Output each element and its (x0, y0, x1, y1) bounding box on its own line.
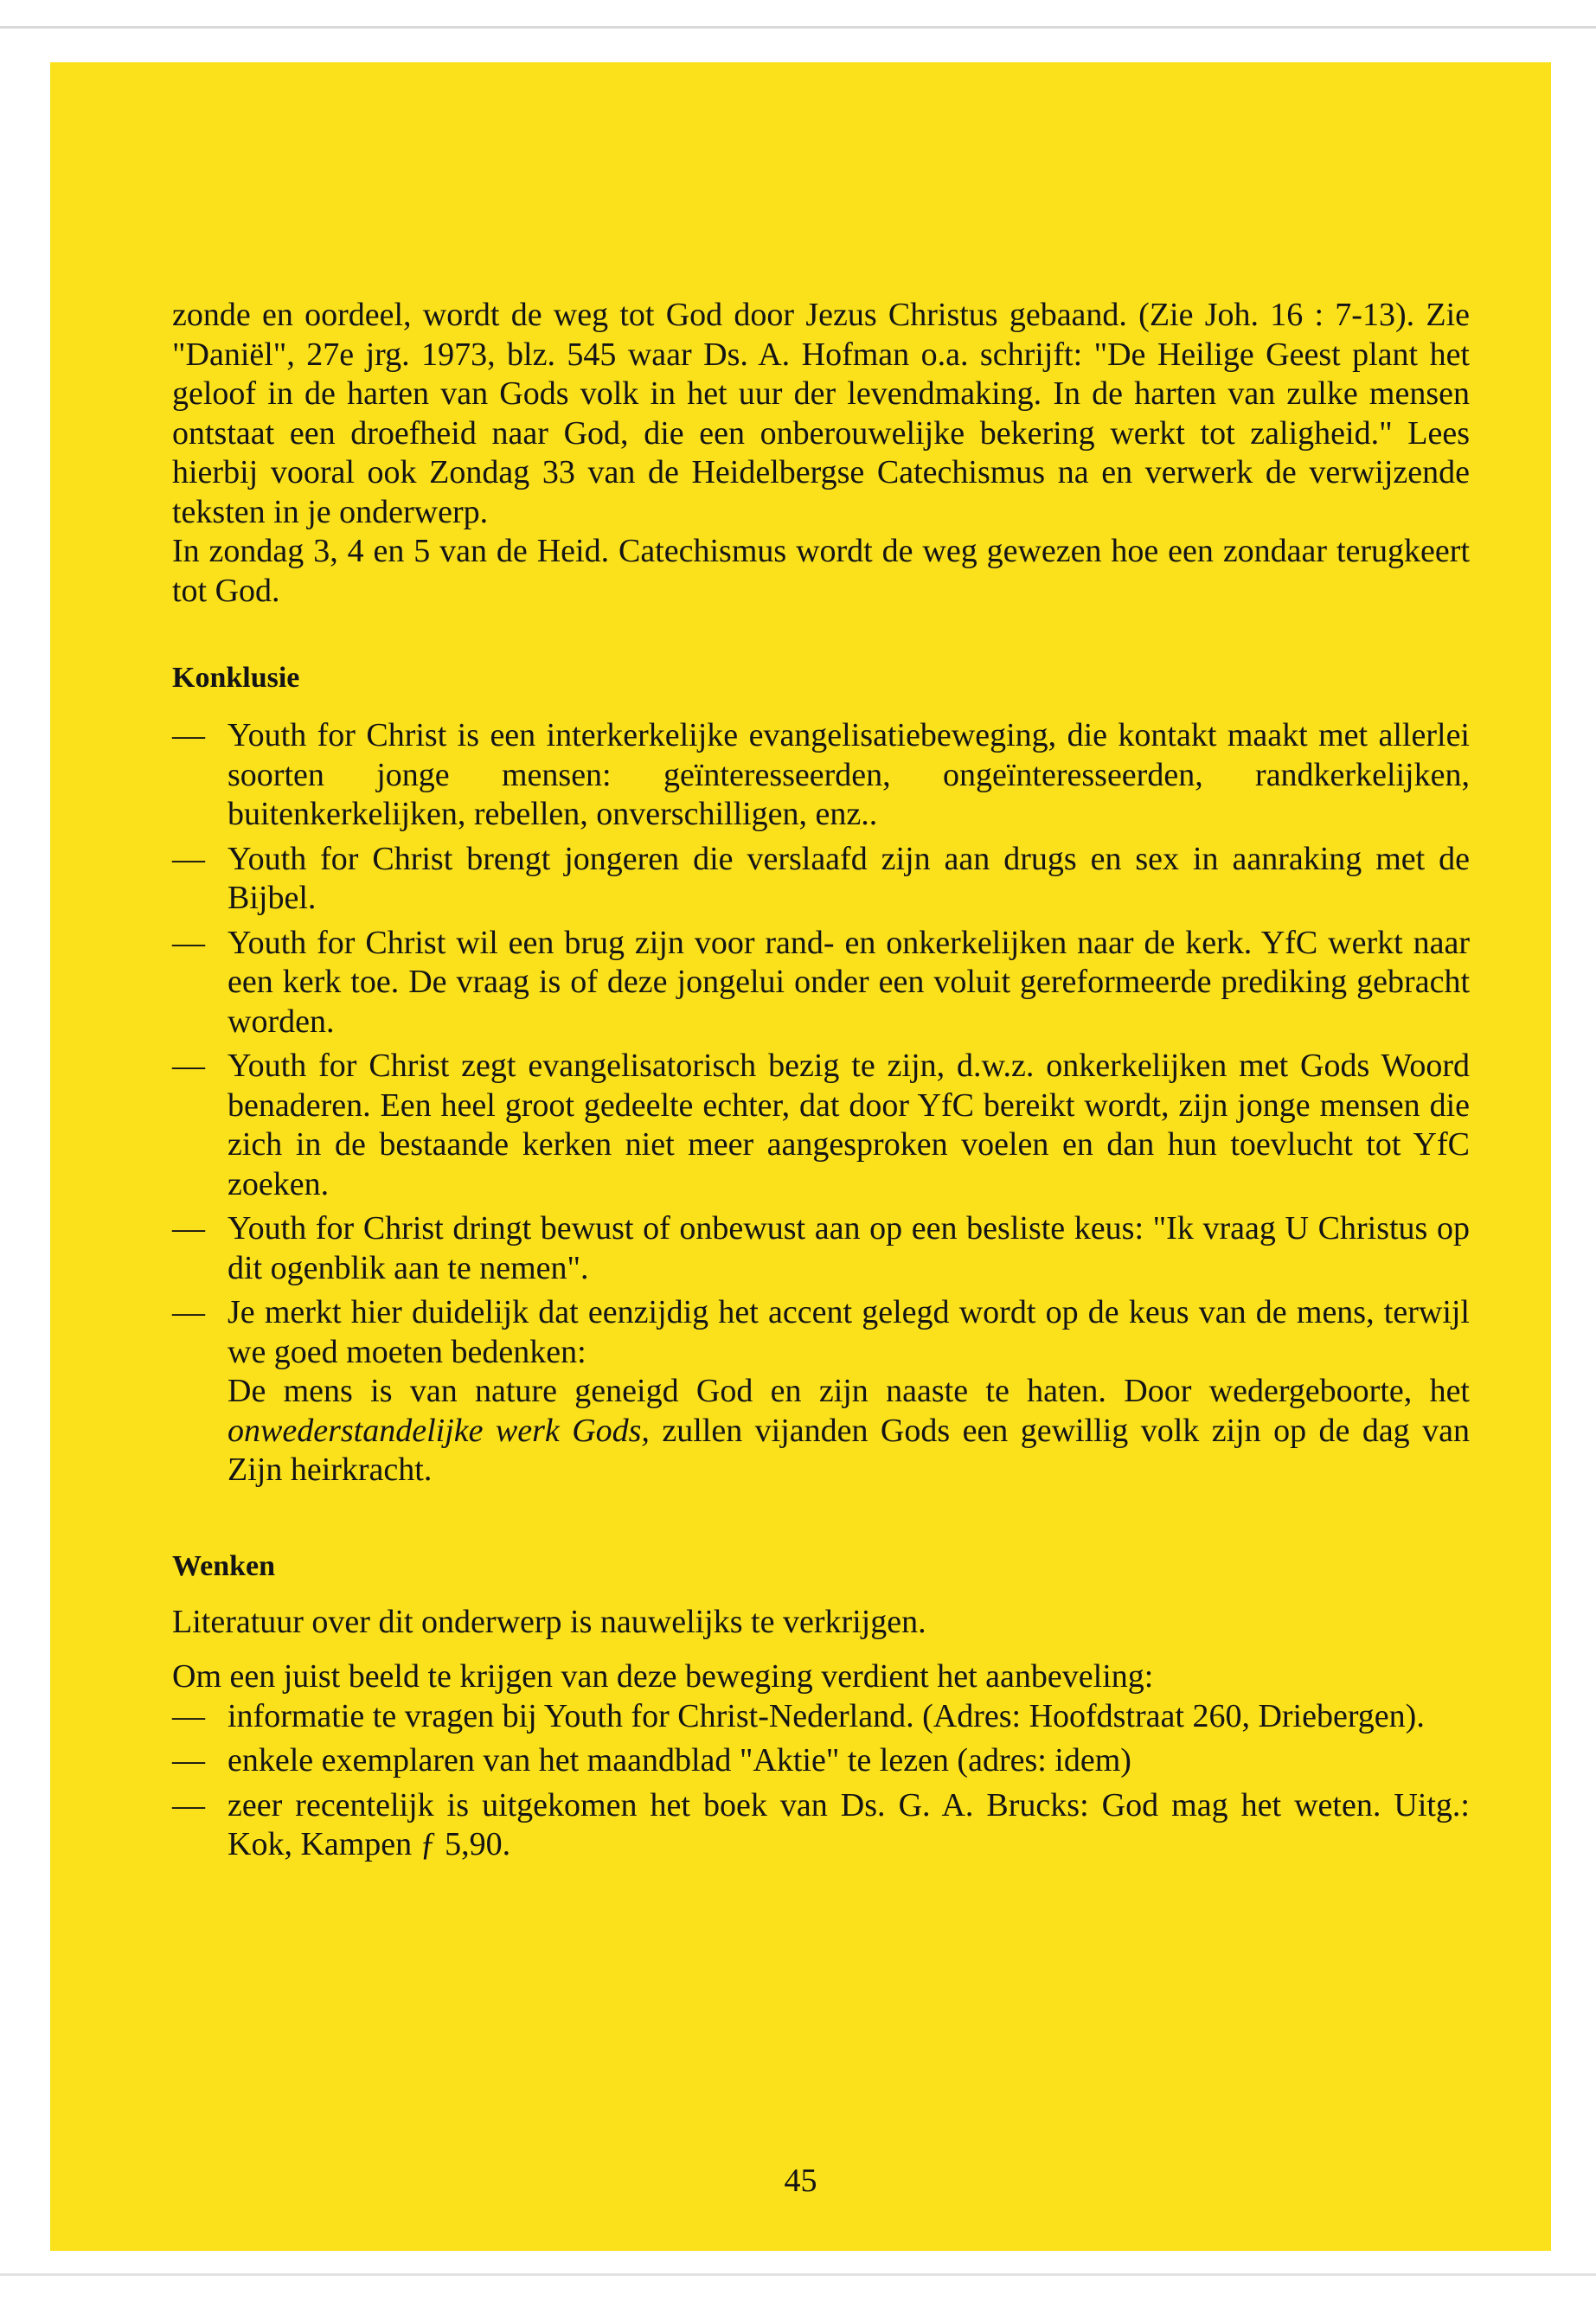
dash-marker: — (172, 717, 205, 753)
konklusie-item-text: Youth for Christ dringt bewust of onbewust aan op een besliste keus: "Ik vraag U Christus op dit ogenblik aan te nemen". (228, 1210, 1470, 1286)
konklusie-item-text: Youth for Christ zegt evangelisatorisch bezig te zijn, d.w.z. onkerkelijken met Gods Woord benaderen. Een heel groot gedeelte echter, dat door YfC bereikt wordt, zijn jonge mensen die zich in de bestaande kerken niet meer aangesproken voelen en dan hun toevlucht tot YfC zoeken. (228, 1048, 1470, 1202)
dash-marker: — (172, 1786, 205, 1823)
konklusie-item-text: Youth for Christ brengt jongeren die verslaafd zijn aan drugs en sex in aanraking met de Bijbel. (228, 840, 1470, 916)
konklusie-item-1 (172, 716, 1470, 835)
konklusie-item-2 (172, 840, 1470, 919)
wenken-item-text: zeer recentelijk is uitgekomen het boek van Ds. G. A. Brucks: God mag het weten. Uitg.: Kok, Kampen ƒ 5,90. (228, 1786, 1470, 1862)
dash-marker: — (172, 840, 205, 877)
wenken-heading: Wenken (172, 1549, 276, 1582)
konklusie-item-conclusion (228, 1372, 1470, 1490)
wenken-item-1 (172, 1697, 1470, 1737)
wenken-paragraph-2: Om een juist beeld te krijgen van deze beweging verdient het aanbeveling: (172, 1658, 1154, 1695)
dash-marker: — (172, 1048, 205, 1084)
conclusion-text-end: zullen vijanden Gods een gewillig volk zijn op de dag van Zijn heirkracht. (228, 1412, 1470, 1488)
konklusie-item-text: Je merkt hier duidelijk dat eenzijdig het accent gelegd wordt op de keus van de mens, terwijl we goed moeten bedenken: (228, 1294, 1470, 1370)
dash-marker: — (172, 1742, 205, 1779)
dash-marker: — (172, 1210, 205, 1247)
wenken-item-2 (172, 1741, 1470, 1781)
konklusie-item-4 (172, 1047, 1470, 1204)
wenken-item-text: informatie te vragen bij Youth for Christ-Nederland. (Adres: Hoofdstraat 260, Driebergen). (228, 1697, 1425, 1734)
conclusion-text-start: De mens is van nature geneigd God en zijn naaste te haten. Door wedergeboorte, het (228, 1373, 1470, 1409)
dash-marker: — (172, 924, 205, 961)
konklusie-item-text: Youth for Christ is een interkerkelijke evangelisatiebeweging, die kontakt maakt met allerlei soorten jonge mensen: geïnteresseerden, ongeïnteresseerden, randkerkelijken, buitenkerkelijken, rebellen, onverschilligen, enz.. (228, 717, 1470, 832)
page-content (172, 296, 1470, 1870)
dash-marker: — (172, 1294, 205, 1330)
dash-marker: — (172, 1697, 205, 1734)
intro-paragraph-2: In zondag 3, 4 en 5 van de Heid. Catechismus wordt de weg gewezen hoe een zondaar terugkeert tot God. (172, 533, 1470, 609)
wenken-paragraph: Literatuur over dit onderwerp is nauwelijks te verkrijgen. (172, 1603, 926, 1640)
konklusie-item-5 (172, 1209, 1470, 1288)
konklusie-item-text: Youth for Christ wil een brug zijn voor rand- en onkerkelijken naar de kerk. YfC werkt naar een kerk toe. De vraag is of deze jongelui onder een voluit gereformeerde prediking gebracht worden. (228, 924, 1470, 1040)
conclusion-italic-phrase: onwederstandelijke werk Gods, (228, 1412, 650, 1449)
yellow-page (50, 62, 1551, 2251)
intro-paragraph: zonde en oordeel, wordt de weg tot God door Jezus Christus gebaand. (Zie Joh. 16 : 7-13). Zie "Daniël", 27e jrg. 1973, blz. 545 waar Ds. A. Hofman o.a. schrijft: "De Heilige Geest plant het geloof in de harten van Gods volk in het uur der levendmaking. In de harten van zulke mensen ontstaat een droefheid naar God, die een onberouwelijke bekering werkt tot zaligheid." Lees hierbij vooral ook Zondag 33 van de Heidelbergse Catechismus na en verwerk de verwijzende teksten in je onderwerp. (172, 297, 1470, 530)
wenken-list (172, 1697, 1470, 1865)
konklusie-list (172, 716, 1470, 1490)
konklusie-item-6 (172, 1293, 1470, 1490)
scan-edge-bottom (0, 2273, 1596, 2276)
scan-edge-top (0, 26, 1596, 29)
wenken-item-text: enkele exemplaren van het maandblad "Aktie" te lezen (adres: idem) (228, 1742, 1131, 1779)
page-number: 45 (784, 2163, 817, 2199)
konklusie-item-3 (172, 924, 1470, 1042)
konklusie-heading: Konklusie (172, 662, 300, 694)
wenken-item-3 (172, 1786, 1470, 1865)
